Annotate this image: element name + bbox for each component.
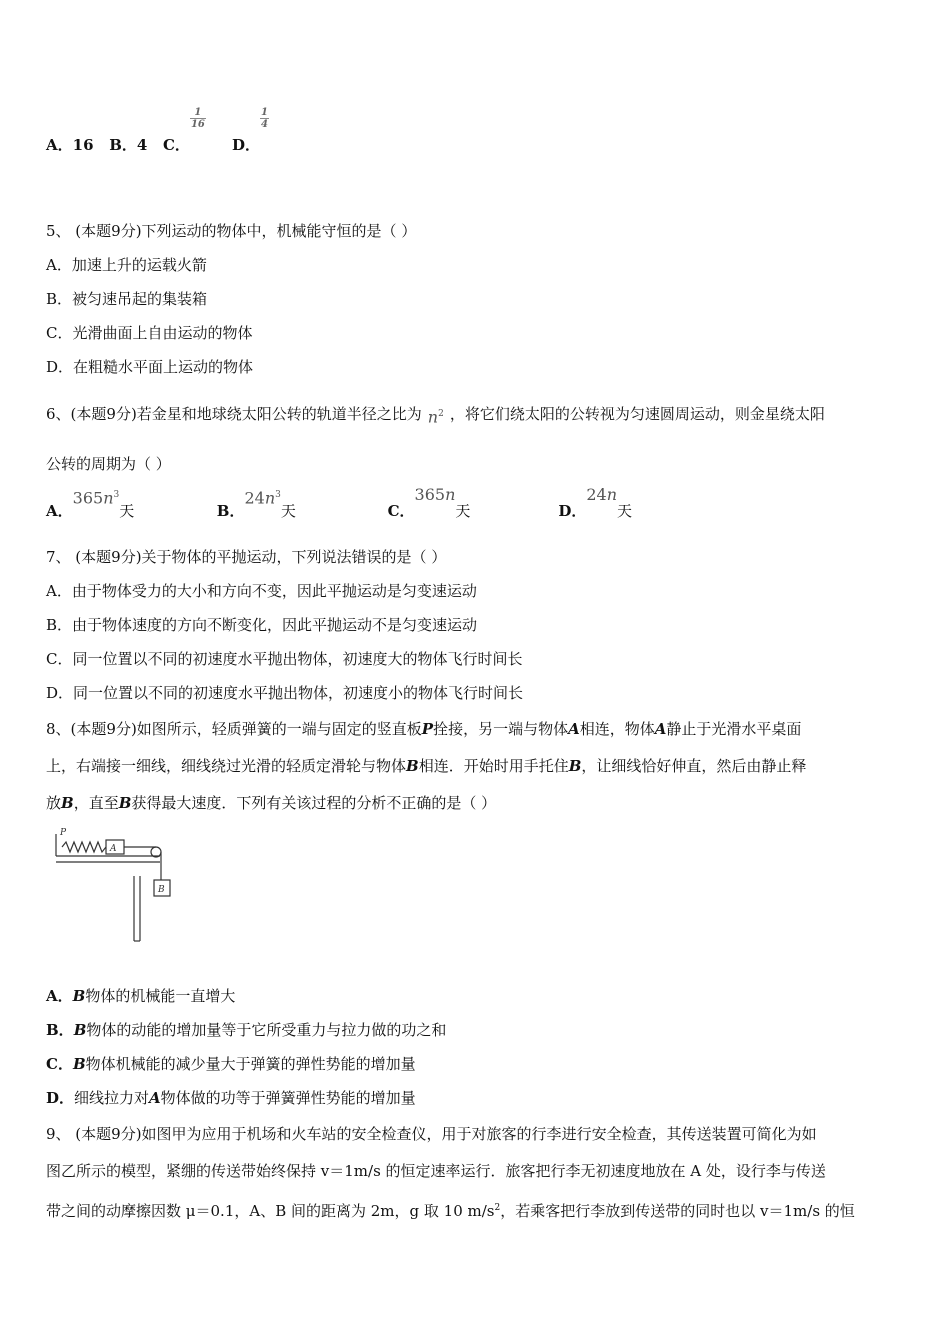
fig-label-a: A — [110, 844, 117, 854]
q4-option-d-label: D． — [231, 136, 260, 154]
q7-stem: 7、 (本题9分)关于物体的平抛运动，下列说法错误的是（ ） — [46, 548, 447, 566]
q9-stem-line2: 图乙所示的模型，紧绷的传送带始终保持 v＝1m/s 的恒定速率运行．旅客把行李无初速度地放在 A 处，设行李与传送 — [46, 1162, 826, 1180]
q6-stem-part1: 6、(本题9分)若金星和地球绕太阳公转的轨道半径之比为 — [46, 405, 422, 423]
q9-stem-line1: 9、 (本题9分)如图甲为应用于机场和火车站的安全检查仪，用于对旅客的行李进行安全检查，其传送装置可简化为如 — [46, 1125, 817, 1143]
q4-option-c-fraction: $\frac{1}{16}$ — [190, 107, 205, 130]
q7-option-a: A．由于物体受力的大小和方向不变，因此平抛运动是匀变速运动 — [46, 582, 477, 600]
q8-spring-pulley-figure — [48, 826, 178, 946]
q7-option-c: C．同一位置以不同的初速度水平抛出物体，初速度大的物体飞行时间长 — [46, 650, 523, 668]
q4-option-b-value: 4 — [136, 136, 148, 154]
q6-option-b: B．$24n^3$天 — [216, 488, 296, 520]
q4-options — [46, 107, 269, 155]
q6-stem-line2: 公转的周期为（ ） — [46, 455, 171, 473]
q6-option-d: D．24n天 — [558, 485, 633, 520]
q5-option-a: A．加速上升的运载火箭 — [46, 256, 207, 274]
q6-stem-line1 — [46, 404, 825, 427]
q4-option-d-fraction: $\frac{1}{4}$ — [261, 107, 268, 130]
q6-option-a: A．$365n^3$天 — [46, 488, 135, 520]
q5-stem: 5、 (本题9分)下列运动的物体中，机械能守恒的是（ ） — [46, 222, 417, 240]
q4-option-c-label: C． — [162, 136, 190, 154]
q8-option-a: A．B物体的机械能一直增大 — [46, 987, 236, 1005]
q8-stem-line3: 放B，直至B获得最大速度．下列有关该过程的分析不正确的是（ ） — [46, 794, 497, 812]
q4-option-a-label: A． — [46, 136, 73, 154]
q8-option-b: B．B物体的动能的增加量等于它所受重力与拉力做的功之和 — [46, 1021, 447, 1039]
q8-option-c: C．B物体机械能的减少量大于弹簧的弹性势能的增加量 — [46, 1055, 416, 1073]
q9-stem-line3: 带之间的动摩擦因数 μ＝0.1，A、B 间的距离为 2m，g 取 10 $m/s^2$，若乘客把行李放到传送带的同时也以 v＝1m/s 的恒 — [46, 1202, 855, 1220]
q5-option-b: B．被匀速吊起的集装箱 — [46, 290, 208, 308]
q6-options — [46, 485, 633, 521]
q8-option-d: D．细线拉力对A物体做的功等于弹簧弹性势能的增加量 — [46, 1089, 416, 1107]
q5-option-c: C．光滑曲面上自由运动的物体 — [46, 324, 253, 342]
q6-ratio-math: $n^2$ — [427, 407, 444, 427]
fig-label-p: P — [60, 828, 67, 838]
q4-option-a-value: 16 — [72, 136, 94, 154]
q8-stem-line1: 8、(本题9分)如图所示，轻质弹簧的一端与固定的竖直板P拴接，另一端与物体A相连，物体A静止于光滑水平桌面 — [46, 720, 802, 738]
fig-spring — [62, 842, 106, 852]
q7-option-b: B．由于物体速度的方向不断变化，因此平抛运动不是匀变速运动 — [46, 616, 478, 634]
q8-stem-line2: 上，右端接一细线，细线绕过光滑的轻质定滑轮与物体B相连．开始时用手托住B，让细线恰好伸直，然后由静止释 — [46, 757, 807, 775]
fig-label-b: B — [158, 885, 165, 895]
q4-option-b-label: B． — [109, 136, 137, 154]
q7-option-d: D．同一位置以不同的初速度水平抛出物体，初速度小的物体飞行时间长 — [46, 684, 524, 702]
q5-option-d: D．在粗糙水平面上运动的物体 — [46, 358, 254, 376]
q6-stem-part2: ，将它们绕太阳的公转视为匀速圆周运动，则金星绕太阳 — [449, 405, 825, 423]
q6-option-c: C．365n天 — [387, 485, 471, 520]
